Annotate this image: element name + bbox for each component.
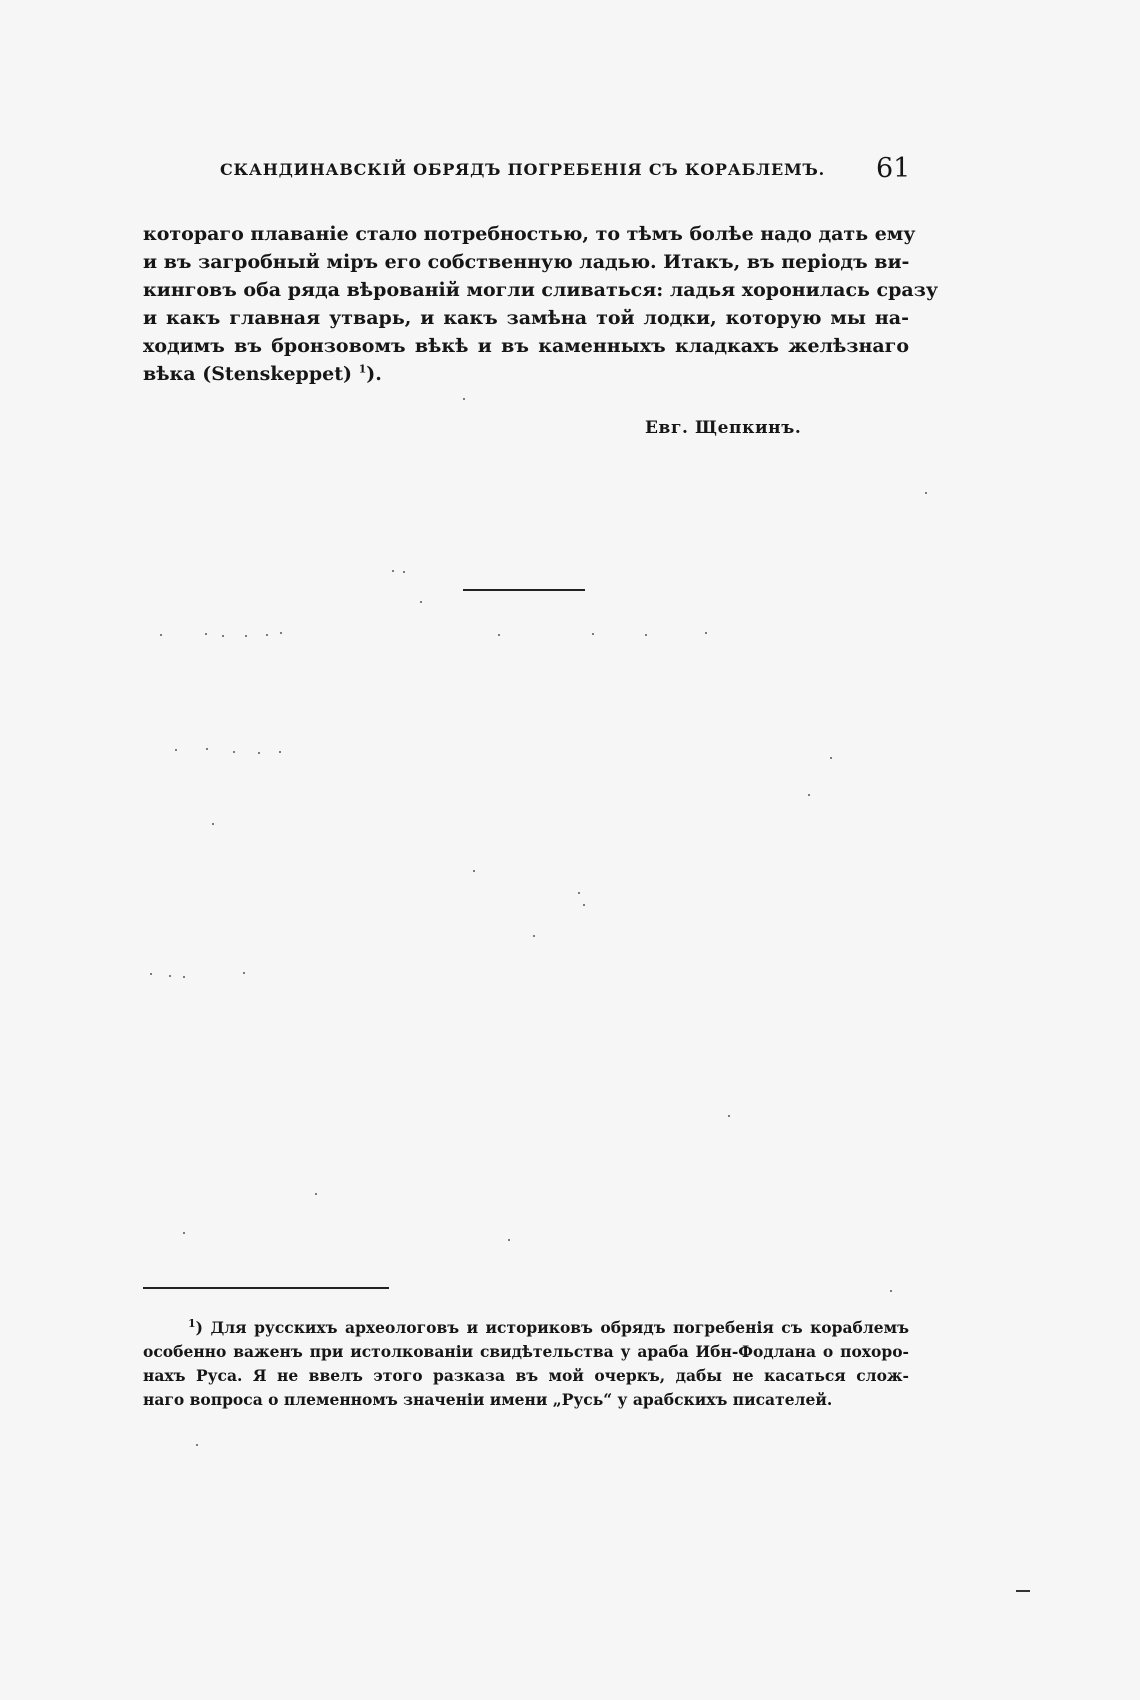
scan-speck xyxy=(183,976,185,978)
scan-speck xyxy=(578,892,580,894)
body-line-last xyxy=(143,360,909,388)
body-line-text: вѣка (Stenskeppet) xyxy=(143,363,352,385)
body-line: кинговъ оба ряда вѣрованій могли сливаться: ладья хоронилась сразу xyxy=(143,279,938,301)
footnote-line: особенно важенъ при истолкованіи свидѣтельства у араба Ибн-Фодлана о похоро- xyxy=(143,1342,909,1361)
scan-speck xyxy=(266,634,268,636)
scan-speck xyxy=(196,1444,198,1446)
scan-speck xyxy=(808,794,810,796)
scan-speck xyxy=(258,752,260,754)
footnote-line: наго вопроса о племенномъ значеніи имени „Русь“ у арабскихъ писателей. xyxy=(143,1390,833,1409)
scan-speck xyxy=(420,601,422,603)
footnote-line xyxy=(143,1316,909,1340)
body-line: и въ загробный міръ его собственную ладью. Итакъ, въ періодъ ви- xyxy=(143,251,910,273)
footnote-line-text: Для русскихъ археологовъ и историковъ обрядъ погребенія съ кораблемъ xyxy=(210,1318,909,1337)
scan-speck xyxy=(206,748,208,750)
scan-speck xyxy=(280,632,282,634)
footnote xyxy=(143,1316,909,1412)
footnote-marker: 1 xyxy=(188,1316,196,1330)
scan-speck xyxy=(830,757,832,759)
scan-speck xyxy=(473,870,475,872)
scan-speck xyxy=(925,492,927,494)
scan-speck xyxy=(890,1290,892,1292)
scan-speck xyxy=(212,823,214,825)
scan-speck xyxy=(205,633,207,635)
body-line: ходимъ въ бронзовомъ вѣкѣ и въ каменныхъ кладкахъ желѣзнаго xyxy=(143,335,909,357)
scan-speck xyxy=(645,634,647,636)
scan-speck xyxy=(463,398,465,400)
scan-speck xyxy=(533,935,535,937)
footnote-line: нахъ Руса. Я не ввелъ этого разказа въ мой очеркъ, дабы не касаться слож- xyxy=(143,1366,909,1385)
scan-mark xyxy=(1016,1590,1030,1592)
scan-speck xyxy=(508,1239,510,1241)
running-head-title: СКАНДИНАВСКІЙ ОБРЯДЪ ПОГРЕБЕНІЯ СЪ КОРАБЛЕМЪ. xyxy=(220,160,825,179)
scan-speck xyxy=(392,570,394,572)
scan-speck xyxy=(705,632,707,634)
body-line: котораго плаваніе стало потребностью, то тѣмъ болѣе надо дать ему xyxy=(143,223,916,245)
scan-speck xyxy=(233,751,235,753)
scan-speck xyxy=(583,904,585,906)
scan-speck xyxy=(728,1115,730,1117)
body-paragraph xyxy=(143,220,938,388)
footnote-marker-close: ) xyxy=(195,1318,203,1337)
scan-speck xyxy=(243,972,245,974)
author-signature: Евг. Щепкинъ. xyxy=(645,418,802,438)
scan-speck xyxy=(183,1232,185,1234)
scan-speck xyxy=(315,1193,317,1195)
section-divider xyxy=(463,589,585,591)
footnote-reference: 1 xyxy=(358,362,367,376)
scan-speck xyxy=(222,635,224,637)
scan-speck xyxy=(160,634,162,636)
scan-speck xyxy=(150,973,152,975)
scan-speck xyxy=(175,749,177,751)
body-line: и какъ главная утварь, и какъ замѣна той лодки, которую мы на- xyxy=(143,307,909,329)
scan-speck xyxy=(169,975,171,977)
page-number: 61 xyxy=(876,153,911,184)
scan-speck xyxy=(403,571,405,573)
body-line-closing: ). xyxy=(366,363,382,385)
footnote-divider xyxy=(143,1287,389,1289)
scan-speck xyxy=(279,751,281,753)
scan-speck xyxy=(592,633,594,635)
scan-speck xyxy=(245,635,247,637)
scan-speck xyxy=(498,634,500,636)
